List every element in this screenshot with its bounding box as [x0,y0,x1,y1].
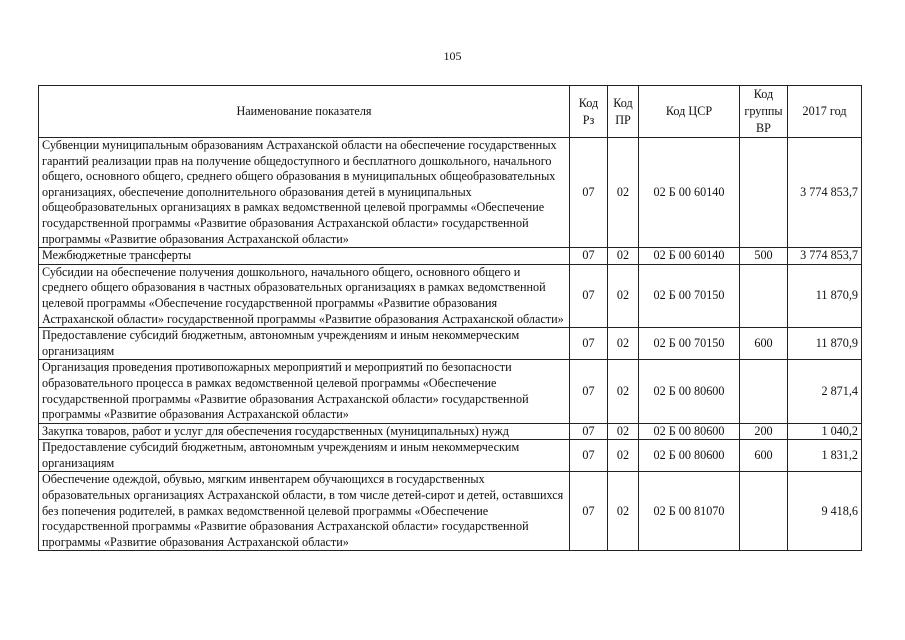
row-pr: 02 [608,423,639,440]
row-amount: 3 774 853,7 [788,138,862,248]
row-pr: 02 [608,328,639,360]
header-vr: Код группы ВР [740,86,788,138]
row-rz: 07 [570,440,608,472]
row-rz: 07 [570,248,608,265]
row-vr: 500 [740,248,788,265]
header-name: Наименование показателя [39,86,570,138]
row-csr: 02 Б 00 60140 [639,138,740,248]
row-rz: 07 [570,472,608,551]
row-csr: 02 Б 00 70150 [639,328,740,360]
row-pr: 02 [608,472,639,551]
table-row [39,264,862,327]
row-csr: 02 Б 00 80600 [639,423,740,440]
header-csr: Код ЦСР [639,86,740,138]
row-rz: 07 [570,138,608,248]
row-pr: 02 [608,360,639,423]
row-amount: 11 870,9 [788,328,862,360]
row-amount: 9 418,6 [788,472,862,551]
row-vr: 200 [740,423,788,440]
row-name: Закупка товаров, работ и услуг для обеспечения государственных (муниципальных) нужд [39,423,570,440]
row-name: Субвенции муниципальным образованиям Астраханской области на обеспечение государственных гарантий реализации прав на получение общедоступного и бесплатного дошкольного, начального общего, основного общего, среднего общего образования в муниципальных общеобразовательных организациях, обеспечение дополнительного образования детей в муниципальных общеобразовательных организациях в рамках ведомственной целевой программы «Обеспечение государственной программы «Развитие образования Астраханской области» государственной программы «Развитие образования Астраханской области» [39,138,570,248]
row-csr: 02 Б 00 80600 [639,440,740,472]
row-vr [740,360,788,423]
table-row [39,440,862,472]
row-csr: 02 Б 00 60140 [639,248,740,265]
row-rz: 07 [570,360,608,423]
row-csr: 02 Б 00 70150 [639,264,740,327]
row-csr: 02 Б 00 80600 [639,360,740,423]
row-name: Межбюджетные трансферты [39,248,570,265]
row-amount: 2 871,4 [788,360,862,423]
table-header-row [39,86,862,138]
table-row [39,328,862,360]
table-row [39,248,862,265]
header-pr: Код ПР [608,86,639,138]
table-row [39,472,862,551]
row-name: Предоставление субсидий бюджетным, автономным учреждениям и иным некоммерческим организациям [39,328,570,360]
row-amount: 1 831,2 [788,440,862,472]
row-pr: 02 [608,440,639,472]
row-name: Обеспечение одеждой, обувью, мягким инвентарем обучающихся в государственных образовательных организациях Астраханской области, в том числе детей-сирот и детей, оставшихся без попечения родителей, в рамках ведомственной целевой программы «Обеспечение государственной программы «Развитие образования Астраханской области» государственной программы «Развитие образования Астраханской области» [39,472,570,551]
row-amount: 1 040,2 [788,423,862,440]
table-row [39,423,862,440]
header-rz: Код Рз [570,86,608,138]
row-csr: 02 Б 00 81070 [639,472,740,551]
row-name: Предоставление субсидий бюджетным, автономным учреждениям и иным некоммерческим организациям [39,440,570,472]
table-row [39,138,862,248]
row-vr [740,472,788,551]
row-pr: 02 [608,264,639,327]
row-vr: 600 [740,328,788,360]
row-rz: 07 [570,423,608,440]
page-number: 105 [443,49,462,63]
row-amount: 11 870,9 [788,264,862,327]
row-rz: 07 [570,264,608,327]
row-name: Субсидии на обеспечение получения дошкольного, начального общего, основного общего и среднего общего образования в частных образовательных организациях в рамках ведомственной целевой программы «Обеспечение государственной программы «Развитие образования Астраханской области» государственной программы «Развитие образования Астраханской области» [39,264,570,327]
row-rz: 07 [570,328,608,360]
row-vr [740,138,788,248]
row-name: Организация проведения противопожарных мероприятий и мероприятий по безопасности образовательного процесса в рамках ведомственной целевой программы «Обеспечение государственной программы «Развитие образования Астраханской области» государственной программы «Развитие образования Астраханской области» [39,360,570,423]
table-row [39,360,862,423]
row-pr: 02 [608,138,639,248]
row-vr: 600 [740,440,788,472]
row-vr [740,264,788,327]
row-pr: 02 [608,248,639,265]
budget-table [38,85,862,551]
row-amount: 3 774 853,7 [788,248,862,265]
header-year: 2017 год [788,86,862,138]
